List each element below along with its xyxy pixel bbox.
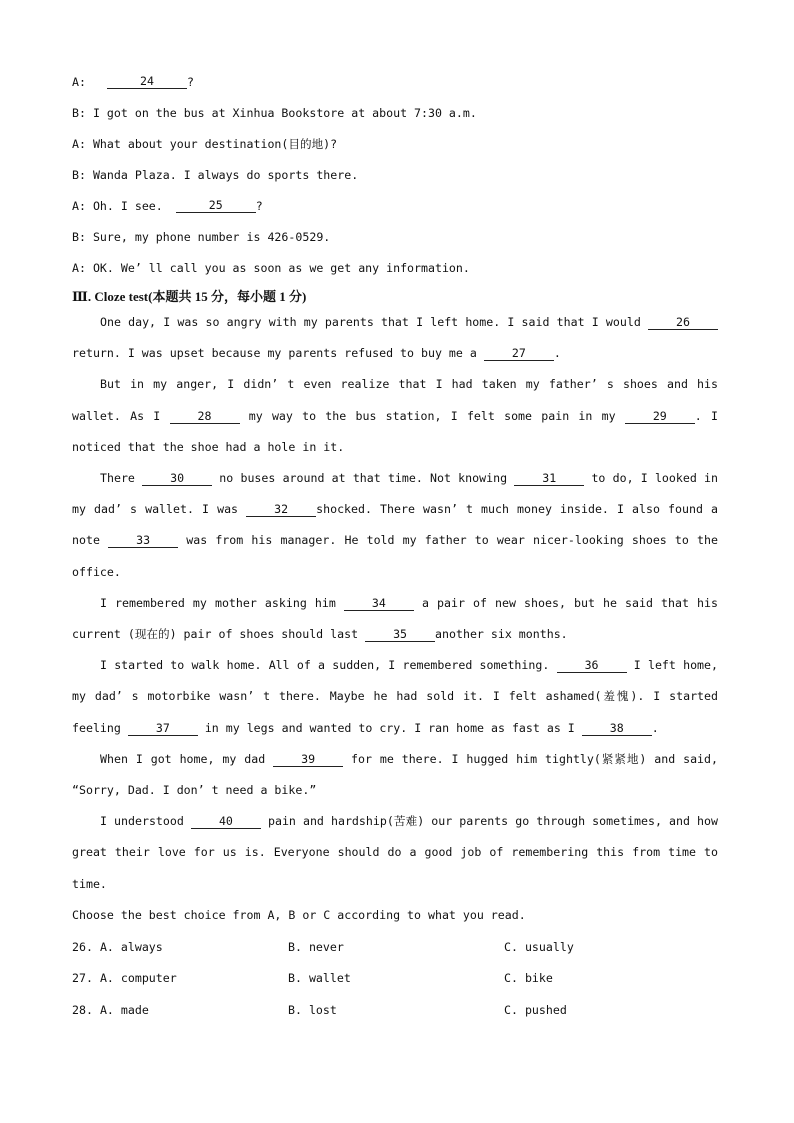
speaker: B: [72, 167, 86, 182]
dialogue-end: ? [255, 198, 263, 213]
option-c[interactable]: C. usually [504, 939, 574, 954]
option-b[interactable]: B. wallet [288, 971, 351, 986]
passage-paragraph: There 30 no buses around at that time. Not knowing 31 to do, I looked in my dad’ s wallet. I was 32 shocked. There wasn’ t much money inside. I also found a note 33 was from his manager. He told my father to wear nicer-looking shoes to the office. [72, 471, 718, 579]
speaker: A: [72, 136, 86, 151]
dialogue-text: Oh. I see. [92, 198, 170, 213]
dialogue-end: ? [186, 74, 194, 89]
question-number: 27. [72, 971, 93, 986]
dialogue-text: What about your destination(目的地)? [92, 136, 338, 151]
dialogue-line [72, 252, 718, 283]
option-a[interactable]: A. always [99, 939, 163, 954]
passage-paragraph: I started to walk home. All of a sudden, I remembered something. 36 I left home, my dad’ s motorbike wasn’ t there. Maybe he had sold it. I felt ashamed(羞愧). I started feeling 37 in my legs and wanted to cry. I ran home as fast as I 38 . [72, 658, 718, 735]
passage-paragraph: I understood 40 pain and hardship(苦难) our parents go through sometimes, and how great their love for us is. Everyone should do a good job of remembering this from time to time. [72, 814, 718, 891]
blank-30[interactable]: 30 [142, 472, 212, 486]
speaker: A: [72, 260, 86, 275]
blank-37[interactable]: 37 [128, 722, 198, 736]
dialogue-line [72, 97, 718, 128]
dialogue-line [72, 221, 718, 252]
dialogue-text: I got on the bus at Xinhua Bookstore at about 7:30 a.m. [92, 105, 477, 120]
speaker: B: [72, 229, 86, 244]
document-page [72, 66, 718, 1025]
question-row [72, 962, 718, 994]
blank-29[interactable]: 29 [625, 410, 695, 424]
blank-26[interactable]: 26 [648, 316, 718, 330]
dialogue-line [72, 159, 718, 190]
instruction: Choose the best choice from A, B or C according to what you read. [72, 908, 526, 923]
blank-40[interactable]: 40 [191, 815, 261, 829]
dialogue-line [72, 128, 718, 159]
dialogue-text: Wanda Plaza. I always do sports there. [92, 167, 359, 182]
dialogue-line [72, 66, 718, 97]
passage-paragraph: But in my anger, I didn’ t even realize that I had taken my father’ s shoes and his wallet. As I 28 my way to the bus station, I felt some pain in my 29 . I noticed that the shoe had a hole in it. [72, 377, 718, 454]
blank-33[interactable]: 33 [108, 534, 178, 548]
blank-31[interactable]: 31 [514, 472, 584, 486]
speaker: A: [72, 74, 86, 89]
option-b[interactable]: B. lost [288, 1002, 337, 1017]
blank-28[interactable]: 28 [170, 410, 240, 424]
option-c[interactable]: C. pushed [504, 1002, 567, 1017]
question-number: 26. [72, 939, 93, 954]
question-row [72, 931, 718, 963]
question-number: 28. [72, 1002, 93, 1017]
blank-39[interactable]: 39 [273, 753, 343, 767]
option-a[interactable]: A. computer [99, 971, 177, 986]
blank-36[interactable]: 36 [557, 659, 627, 673]
blank-35[interactable]: 35 [365, 628, 435, 642]
passage-paragraph: When I got home, my dad 39 for me there. I hugged him tightly(紧紧地) and said, “Sorry, Dad. I don’ t need a bike.” [72, 751, 718, 798]
option-b[interactable]: B. never [288, 939, 344, 954]
option-c[interactable]: C. bike [504, 971, 553, 986]
passage-paragraph: One day, I was so angry with my parents that I left home. I said that I would 26 return. I was upset because my parents refused to buy me a 27 . [72, 307, 718, 369]
blank-24[interactable]: 24 [107, 75, 187, 89]
dialogue-line [72, 190, 718, 221]
passage-paragraph: I remembered my mother asking him 34 a pair of new shoes, but he said that his current (现在的) pair of shoes should last 35 another six months. [72, 595, 718, 642]
question-row [72, 994, 718, 1026]
dialogue-text: OK. We’ ll call you as soon as we get any information. [92, 260, 470, 275]
dialogue-text: Sure, my phone number is 426-0529. [92, 229, 331, 244]
speaker: B: [72, 105, 86, 120]
blank-34[interactable]: 34 [344, 597, 414, 611]
blank-38[interactable]: 38 [582, 722, 652, 736]
blank-27[interactable]: 27 [484, 347, 554, 361]
blank-32[interactable]: 32 [246, 503, 316, 517]
blank-25[interactable]: 25 [176, 199, 256, 213]
section-heading: Ⅲ. Cloze test(本题共 15 分，每小题 1 分) [72, 288, 307, 304]
speaker: A: [72, 198, 86, 213]
option-a[interactable]: A. made [99, 1002, 149, 1017]
